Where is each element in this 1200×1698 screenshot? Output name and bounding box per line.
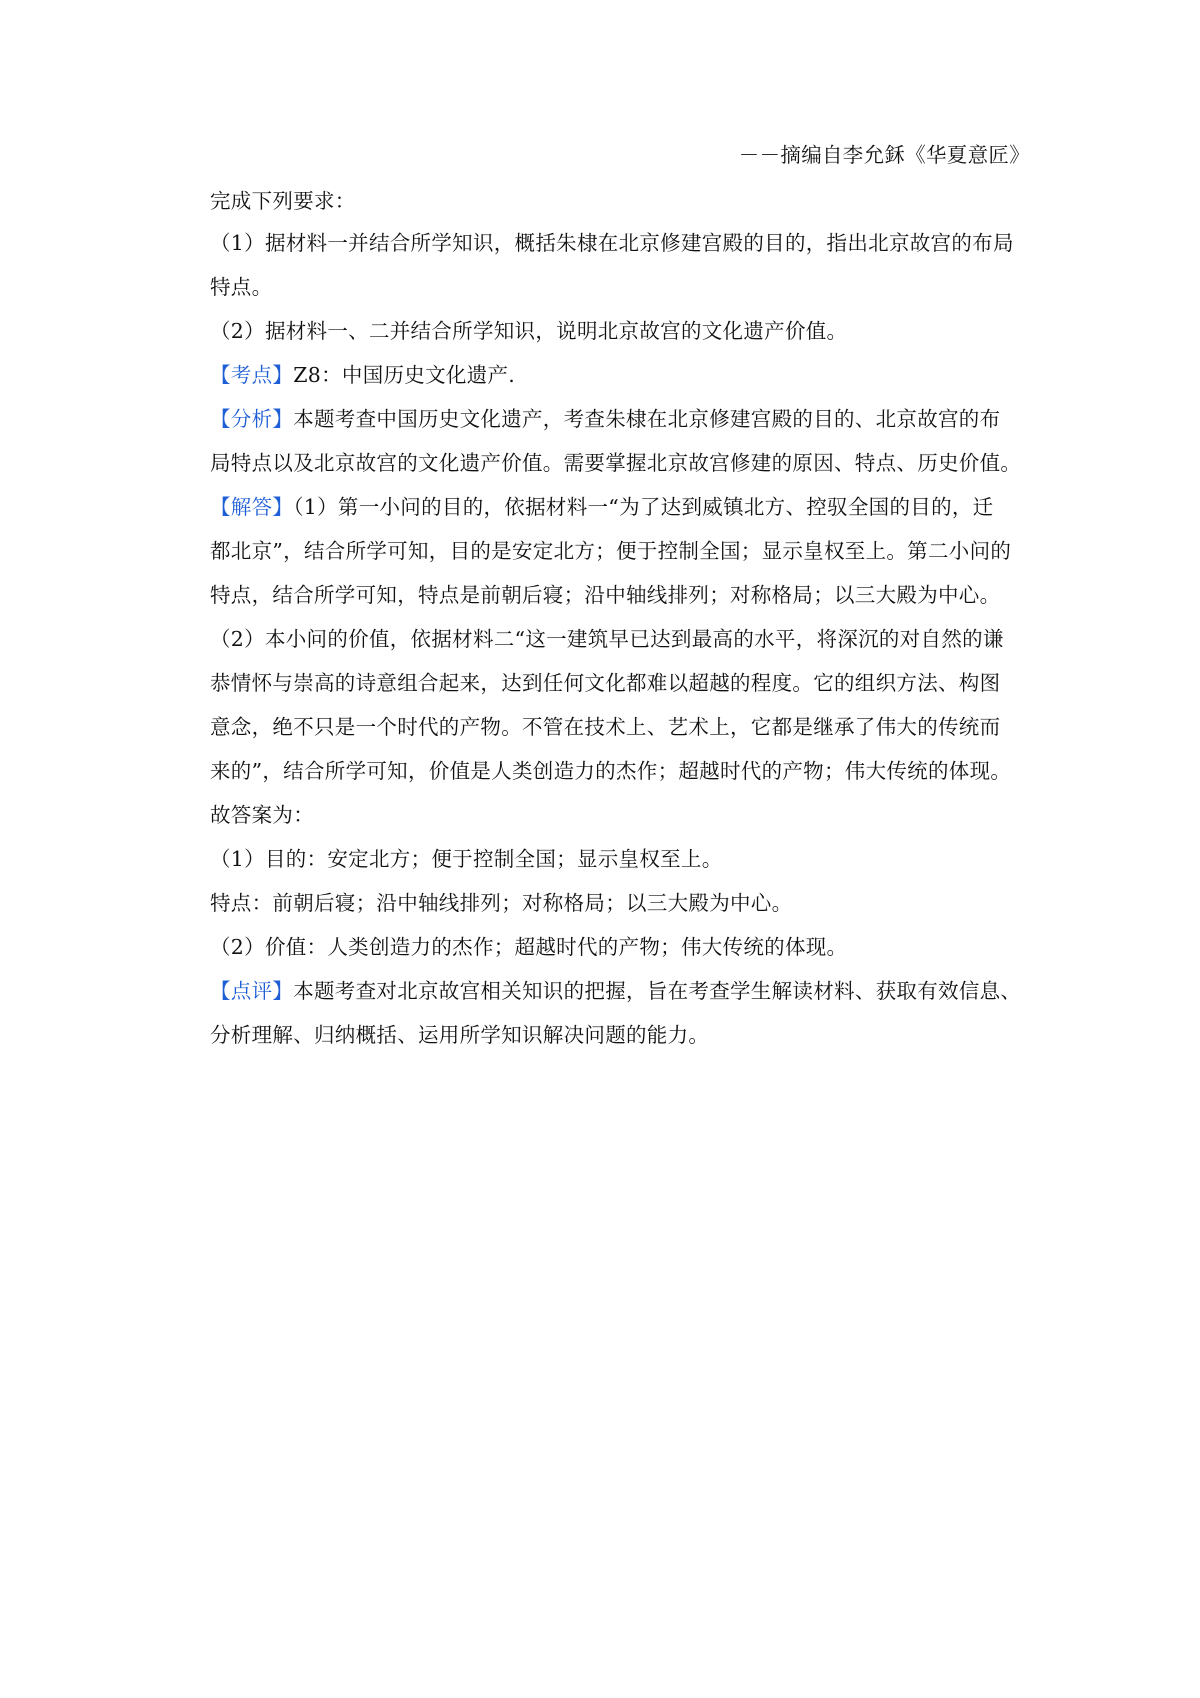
fenxi-text-1: 本题考查中国历史文化遗产，考查朱棣在北京修建宫殿的目的、北京故宫的布 [293, 407, 1001, 431]
dianping-line-2: 分析理解、归纳概括、运用所学知识解决问题的能力。 [210, 1023, 710, 1047]
question-1-line-2: 特点。 [210, 275, 273, 299]
jieda-line-4: （2）本小问的价值，依据材料二“这一建筑早已达到最高的水平，将深沉的对自然的谦 [210, 627, 1004, 651]
answer-2: （2）价值：人类创造力的杰作；超越时代的产物；伟大传统的体现。 [210, 935, 848, 959]
jieda-tag: 【解答】 [210, 495, 294, 519]
jieda-line-2: 都北京”，结合所学可知，目的是安定北方；便于控制全国；显示皇权至上。第二小问的 [210, 539, 1012, 563]
jieda-line-7: 来的”，结合所学可知，价值是人类创造力的杰作；超越时代的产物；伟大传统的体现。 [210, 759, 1012, 783]
fenxi-line-1 [210, 404, 1030, 434]
dianping-tag: 【点评】 [210, 979, 294, 1003]
jieda-text-1: （1）第一小问的目的，依据材料一“为了达到威镇北方、控驭全国的目的，迁 [293, 495, 994, 519]
jieda-line-1 [210, 492, 1030, 522]
answer-intro: 故答案为： [210, 803, 314, 827]
fenxi-tag: 【分析】 [210, 407, 294, 431]
question-2: （2）据材料一、二并结合所学知识，说明北京故宫的文化遗产价值。 [210, 319, 848, 343]
answer-1: （1）目的：安定北方；便于控制全国；显示皇权至上。 [210, 847, 723, 871]
kaodian-text: Z8：中国历史文化遗产. [293, 363, 516, 387]
jieda-line-3: 特点，结合所学可知，特点是前朝后寝；沿中轴线排列；对称格局；以三大殿为中心。 [210, 583, 1001, 607]
dianping-text-1: 本题考查对北京故宫相关知识的把握，旨在考查学生解读材料、获取有效信息、 [293, 979, 1022, 1003]
answer-1-features: 特点：前朝后寝；沿中轴线排列；对称格局；以三大殿为中心。 [210, 891, 793, 915]
jieda-line-5: 恭情怀与崇高的诗意组合起来，达到任何文化都难以超越的程度。它的组织方法、构图 [210, 671, 1001, 695]
fenxi-line-2: 局特点以及北京故宫的文化遗产价值。需要掌握北京故宫修建的原因、特点、历史价值。 [210, 451, 1022, 475]
source-citation: －－摘编自李允鉌《华夏意匠》 [738, 143, 1030, 167]
question-1-line-1: （1）据材料一并结合所学知识，概括朱棣在北京修建宫殿的目的，指出北京故宫的布局 [210, 231, 1014, 255]
jieda-line-6: 意念，绝不只是一个时代的产物。不管在技术上、艺术上，它都是继承了伟大的传统而 [210, 715, 1001, 739]
instruction-text: 完成下列要求： [210, 189, 356, 213]
dianping-line-1 [210, 976, 1030, 1006]
kaodian-line [210, 360, 1030, 390]
kaodian-tag: 【考点】 [210, 363, 294, 387]
